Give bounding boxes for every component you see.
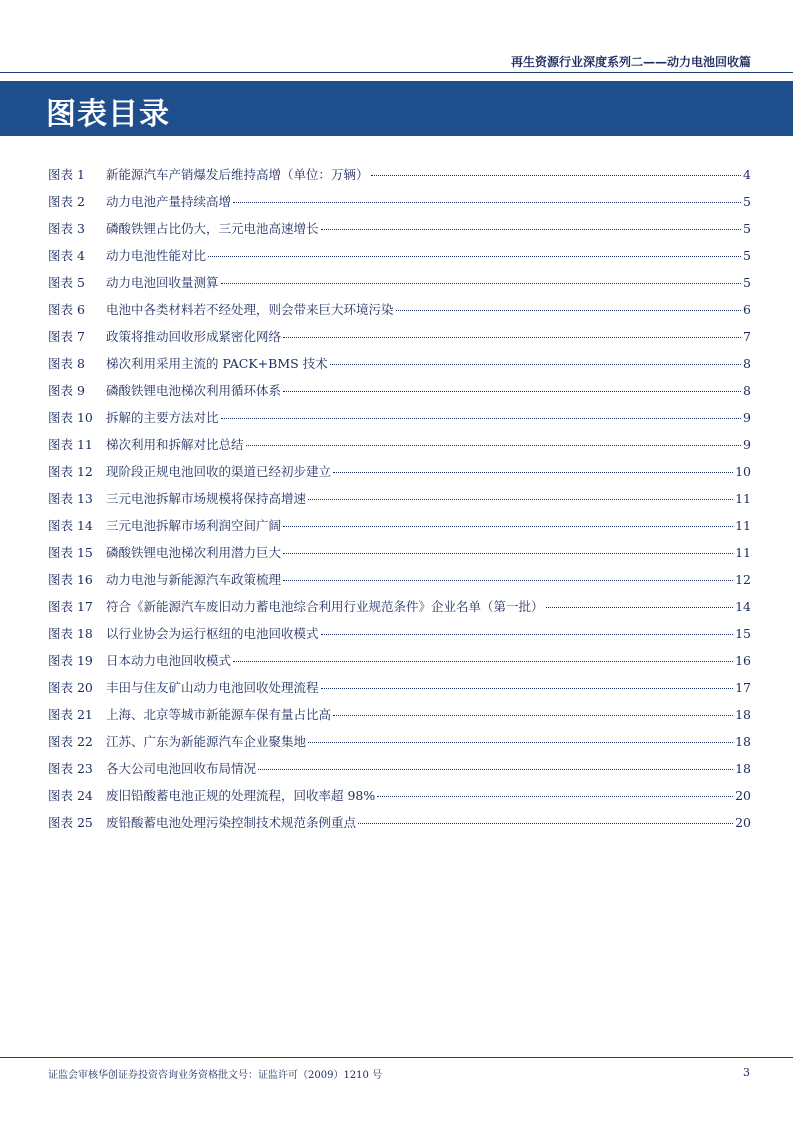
toc-entry-page: 5 xyxy=(743,248,751,263)
toc-dot-leader xyxy=(208,256,741,257)
toc-dot-leader xyxy=(377,796,733,797)
toc-entry-number: 图表 24 xyxy=(48,788,93,803)
toc-entry-page: 10 xyxy=(735,464,751,479)
table-of-figures xyxy=(48,165,751,840)
toc-dot-leader xyxy=(396,310,742,311)
toc-entry-page: 6 xyxy=(743,302,751,317)
toc-entry-page: 20 xyxy=(735,788,751,803)
toc-entry[interactable] xyxy=(48,192,751,219)
toc-dot-leader xyxy=(333,472,733,473)
toc-dot-leader xyxy=(321,688,734,689)
toc-entry-title: 以行业协会为运行枢纽的电池回收模式 xyxy=(106,626,319,641)
toc-entry-title: 各大公司电池回收布局情况 xyxy=(106,761,257,776)
toc-dot-leader xyxy=(333,715,733,716)
report-series-title: 再生资源行业深度系列二——动力电池回收篇 xyxy=(510,55,751,69)
toc-entry[interactable] xyxy=(48,651,751,678)
page-number: 3 xyxy=(743,1066,750,1079)
toc-entry-number: 图表 3 xyxy=(48,221,85,236)
toc-dot-leader xyxy=(371,175,742,176)
toc-entry[interactable] xyxy=(48,435,751,462)
toc-dot-leader xyxy=(330,364,741,365)
toc-entry-title: 三元电池拆解市场规模将保持高增速 xyxy=(106,491,307,506)
toc-entry-page: 5 xyxy=(743,194,751,209)
toc-dot-leader xyxy=(221,418,742,419)
toc-entry[interactable] xyxy=(48,813,751,840)
toc-entry-page: 14 xyxy=(735,599,751,614)
toc-entry-title: 上海、北京等城市新能源车保有量占比高 xyxy=(106,707,332,722)
toc-entry-number: 图表 22 xyxy=(48,734,93,749)
toc-entry-page: 11 xyxy=(735,491,751,506)
toc-entry-number: 图表 23 xyxy=(48,761,93,776)
toc-entry-page: 16 xyxy=(735,653,751,668)
toc-dot-leader xyxy=(321,634,734,635)
toc-entry[interactable] xyxy=(48,462,751,489)
section-title: 图表目录 xyxy=(46,97,170,132)
toc-entry[interactable] xyxy=(48,246,751,273)
toc-entry[interactable] xyxy=(48,381,751,408)
toc-entry[interactable] xyxy=(48,570,751,597)
toc-entry-number: 图表 12 xyxy=(48,464,93,479)
toc-dot-leader xyxy=(233,202,741,203)
toc-entry-number: 图表 21 xyxy=(48,707,93,722)
toc-dot-leader xyxy=(283,526,733,527)
toc-entry-page: 4 xyxy=(743,167,751,182)
toc-entry-title: 动力电池性能对比 xyxy=(106,248,207,263)
toc-entry-title: 磷酸铁锂电池梯次利用潜力巨大 xyxy=(106,545,282,560)
toc-entry-number: 图表 11 xyxy=(48,437,93,452)
header-divider xyxy=(0,72,793,73)
toc-entry-title: 电池中各类材料若不经处理，则会带来巨大环境污染 xyxy=(106,302,394,317)
toc-entry-title: 三元电池拆解市场利润空间广阔 xyxy=(106,518,282,533)
toc-entry-title: 磷酸铁锂电池梯次利用循环体系 xyxy=(106,383,282,398)
toc-entry-number: 图表 15 xyxy=(48,545,93,560)
toc-entry-title: 丰田与住友矿山动力电池回收处理流程 xyxy=(106,680,319,695)
toc-entry-title: 废旧铅酸蓄电池正规的处理流程，回收率超 98% xyxy=(106,788,376,803)
toc-entry[interactable] xyxy=(48,759,751,786)
toc-entry-page: 17 xyxy=(735,680,751,695)
toc-entry-number: 图表 18 xyxy=(48,626,93,641)
toc-entry-number: 图表 4 xyxy=(48,248,85,263)
toc-entry-number: 图表 10 xyxy=(48,410,93,425)
toc-entry[interactable] xyxy=(48,624,751,651)
toc-entry-page: 18 xyxy=(735,761,751,776)
toc-entry[interactable] xyxy=(48,219,751,246)
toc-dot-leader xyxy=(283,391,741,392)
section-banner xyxy=(0,81,793,136)
toc-dot-leader xyxy=(258,769,733,770)
toc-entry-page: 5 xyxy=(743,275,751,290)
toc-entry-title: 梯次利用采用主流的 PACK+BMS 技术 xyxy=(106,356,328,371)
toc-entry-title: 梯次利用和拆解对比总结 xyxy=(106,437,244,452)
toc-entry[interactable] xyxy=(48,705,751,732)
toc-entry[interactable] xyxy=(48,165,751,192)
toc-entry-number: 图表 16 xyxy=(48,572,93,587)
toc-entry-page: 9 xyxy=(743,437,751,452)
footer-divider xyxy=(0,1057,793,1058)
toc-entry[interactable] xyxy=(48,408,751,435)
toc-entry[interactable] xyxy=(48,732,751,759)
toc-entry-number: 图表 20 xyxy=(48,680,93,695)
toc-dot-leader xyxy=(308,499,733,500)
toc-entry-page: 20 xyxy=(735,815,751,830)
toc-entry-title: 现阶段正规电池回收的渠道已经初步建立 xyxy=(106,464,332,479)
toc-entry[interactable] xyxy=(48,678,751,705)
toc-entry-title: 日本动力电池回收模式 xyxy=(106,653,232,668)
toc-entry-number: 图表 25 xyxy=(48,815,93,830)
toc-entry-number: 图表 17 xyxy=(48,599,93,614)
toc-entry[interactable] xyxy=(48,327,751,354)
toc-entry-number: 图表 2 xyxy=(48,194,85,209)
toc-entry-title: 磷酸铁锂占比仍大，三元电池高速增长 xyxy=(106,221,319,236)
toc-entry[interactable] xyxy=(48,786,751,813)
toc-entry-title: 江苏、广东为新能源汽车企业聚集地 xyxy=(106,734,307,749)
toc-dot-leader xyxy=(546,607,734,608)
toc-entry-number: 图表 7 xyxy=(48,329,85,344)
toc-dot-leader xyxy=(283,553,733,554)
toc-entry-title: 符合《新能源汽车废旧动力蓄电池综合利用行业规范条件》企业名单（第一批） xyxy=(106,599,544,614)
toc-entry-title: 政策将推动回收形成紧密化网络 xyxy=(106,329,282,344)
toc-entry-page: 12 xyxy=(735,572,751,587)
toc-entry-number: 图表 19 xyxy=(48,653,93,668)
toc-entry[interactable] xyxy=(48,543,751,570)
toc-entry-page: 18 xyxy=(735,734,751,749)
toc-entry-page: 8 xyxy=(743,383,751,398)
toc-entry-page: 5 xyxy=(743,221,751,236)
toc-entry[interactable] xyxy=(48,516,751,543)
toc-entry[interactable] xyxy=(48,273,751,300)
toc-entry-title: 拆解的主要方法对比 xyxy=(106,410,219,425)
toc-entry-title: 新能源汽车产销爆发后维持高增（单位：万辆） xyxy=(106,167,369,182)
toc-entry-number: 图表 6 xyxy=(48,302,85,317)
toc-dot-leader xyxy=(321,229,742,230)
toc-entry[interactable] xyxy=(48,300,751,327)
toc-entry-page: 8 xyxy=(743,356,751,371)
toc-entry-page: 15 xyxy=(735,626,751,641)
toc-entry-number: 图表 9 xyxy=(48,383,85,398)
toc-entry-page: 9 xyxy=(743,410,751,425)
toc-entry-title: 动力电池回收量测算 xyxy=(106,275,219,290)
toc-dot-leader xyxy=(358,823,733,824)
toc-entry[interactable] xyxy=(48,489,751,516)
toc-entry-page: 18 xyxy=(735,707,751,722)
toc-dot-leader xyxy=(246,445,742,446)
toc-entry-number: 图表 8 xyxy=(48,356,85,371)
toc-dot-leader xyxy=(283,580,733,581)
toc-entry-page: 11 xyxy=(735,545,751,560)
toc-entry-title: 动力电池与新能源汽车政策梳理 xyxy=(106,572,282,587)
toc-dot-leader xyxy=(233,661,733,662)
toc-entry-title: 废铅酸蓄电池处理污染控制技术规范条例重点 xyxy=(106,815,357,830)
toc-entry-page: 11 xyxy=(735,518,751,533)
toc-entry-number: 图表 5 xyxy=(48,275,85,290)
toc-dot-leader xyxy=(221,283,742,284)
toc-dot-leader xyxy=(308,742,733,743)
toc-entry-number: 图表 1 xyxy=(48,167,85,182)
license-statement: 证监会审核华创证券投资咨询业务资格批文号：证监许可（2009）1210 号 xyxy=(48,1070,383,1081)
toc-entry[interactable] xyxy=(48,597,751,624)
toc-entry-number: 图表 13 xyxy=(48,491,93,506)
toc-entry[interactable] xyxy=(48,354,751,381)
toc-dot-leader xyxy=(283,337,741,338)
toc-entry-page: 7 xyxy=(743,329,751,344)
toc-entry-number: 图表 14 xyxy=(48,518,93,533)
toc-entry-title: 动力电池产量持续高增 xyxy=(106,194,232,209)
